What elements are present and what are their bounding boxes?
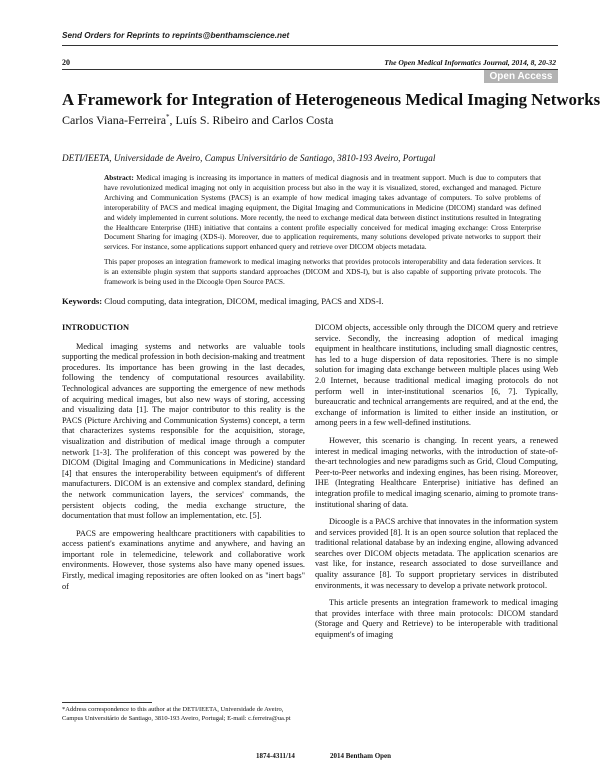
publisher-copyright: 2014 Bentham Open	[330, 752, 392, 760]
article-title: A Framework for Integration of Heterogeneous Medical Imaging Networks	[62, 90, 600, 109]
keywords-text: Cloud computing, data integration, DICOM, medical imaging, PACS and XDS-I.	[104, 296, 384, 306]
keywords	[62, 296, 558, 306]
issn: 1874-4311/14	[256, 752, 295, 760]
section-heading: INTRODUCTION	[62, 323, 130, 332]
first-author: Carlos Viana-Ferreira	[62, 113, 167, 127]
abstract-text-1: Medical imaging is increasing its importance in matters of medical diagnosis and in treatment support. Much is due to computers that have revolutionized medical imaging not only in acquisition process but also in the way it is visualized, stored, exchanged and managed. Picture Archiving and Communication Systems (PACS) is an example of how medical imaging takes advantage of computers. To solve problems of interoperability of PACS and medical imaging equipment, the Digital Imaging and Communications in Medicine (DICOM) standard was defined and widely implemented in current solutions. More recently, the need to exchange medical data between distinct institutions resulted in Integrating the Healthcare Enterprise (IHE) initiative that contains a content profile especially conceived for medical imaging exchange: Cross Enterprise Document Sharing for imaging (XDS-i). Moreover, due to application requirements, many solutions developed private networks to support their services. For instance, some applications support enhanced query and retrieve over DICOM objects metadata.	[104, 173, 541, 252]
other-authors: , Luís S. Ribeiro and Carlos Costa	[169, 113, 334, 127]
header-rule-top	[62, 45, 558, 46]
corresponding-author-mark: *	[166, 113, 170, 121]
abstract-paragraph	[104, 257, 541, 287]
body-paragraph: Medical imaging systems and networks are valuable tools supporting the medical profession in both decision-making and treatment procedures. Its importance has been growing in the last decades, following the tendency of computational resources availability. Technological advances are supporting the emergence of new methods of acquiring medical images, but also new ways of storing, accessing and visualizing data [1]. The major contributor to this reality is the PACS (Picture Archiving and Communication Systems) concept, a term that characterizes systems responsible for the acquisition, storage, visualization and distribution of medical image through a computer network [1-3]. The proliferation of this concept was powered by the DICOM (Digital Imaging and Communications in Medicine) standard [4] that ensures the interoperability between equipment's of different manufacturers. DICOM is an extensive and complex standard, defining the network communication layers, the services' commands, the persistent objects coding, the media exchange structure, the documentation that must follow an implementation, etc. [5].	[62, 341, 305, 521]
footnote-rule	[62, 702, 152, 703]
body-paragraph: DICOM objects, accessible only through the DICOM query and retrieve service. Secondly, the increasing adoption of medical imaging equipment in healthcare institutions, including small diagnostic centres, has led to a huge dispersion of data repositories. There is no simple solution for imaging data exchange between multiple places using Web 2.0 Internet, because traditional medical imaging protocols do not perform well in inter-institutional scenarios [6, 7]. Typically, bureaucratic and technical arrangements are required, and at the end, the exchange of information is limited to either inside an institution, or among peers in a few well-defined institutions.	[315, 323, 558, 428]
journal-citation: The Open Medical Informatics Journal, 2014, 8, 20-32	[384, 58, 556, 67]
keywords-label: Keywords:	[62, 296, 103, 306]
article-authors	[62, 113, 334, 128]
open-access-badge: Open Access	[484, 70, 558, 83]
body-paragraph: PACS are empowering healthcare practitioners with capabilities to access patient's examinations anytime and anywhere, and having an important role in telemedicine, telework and collaborative work environments. However, those systems also have many opened issues. Firstly, medical imaging repositories are often looked on as "inert bags" of	[62, 528, 305, 591]
author-affiliation: DETI/IEETA, Universidade de Aveiro, Campus Universitário de Santiago, 3810-193 Aveiro, Portugal	[62, 153, 436, 163]
abstract-paragraph	[104, 173, 541, 252]
body-column-left	[62, 323, 305, 599]
page-number: 20	[62, 58, 70, 67]
body-paragraph: However, this scenario is changing. In recent years, a renewed interest in medical imaging networks, with the introduction of state-of-the-art technologies and new paradigms such as Grid, Cloud Computing, Peer-to-Peer networks and indexing engines, has been rising. Moreover, IHE (Integrating Healthcare Enterprise) initiative has defined an integration profile to medical imaging scenario, aiming to promote trans-institutional sharing of data.	[315, 435, 558, 509]
abstract-text-2: This paper proposes an integration framework to medical imaging networks that provides protocols interoperability and data federation services. It is an extensible plugin system that supports standard approaches (DICOM and XDS-I), but is also capable of supporting private protocols. The framework is being used in the Dicoogle Open Source PACS.	[104, 257, 541, 287]
abstract	[104, 173, 541, 292]
body-paragraph: Dicoogle is a PACS archive that innovates in the information system and services provided [8]. It is an open source solution that replaced the traditional relational database by an indexing engine, allowing advanced searches over DICOM objects metadata. The application scenarios are vast like, for instance, research associated to dose surveillance and quality assurance [8]. To support proprietary services in distributed environments, it was necessary to develop a private network protocol.	[315, 517, 558, 590]
abstract-label: Abstract:	[104, 173, 134, 182]
reprint-notice: Send Orders for Reprints to reprints@benthamscience.net	[62, 31, 290, 40]
body-paragraph: This article presents an integration framework to medical imaging that provides interface with three main protocols: DICOM standard (Storage and Query and Retrieve) to be interoperable with traditional equipment's of imaging	[315, 598, 558, 640]
correspondence-footnote: *Address correspondence to this author at the DETI/IEETA, Universidade de Aveiro, Campus Universitário de Santiago, 3810-193 Aveiro, Portugal; E-mail: c.ferreira@ua.pt	[62, 706, 291, 722]
body-column-right	[315, 323, 558, 648]
